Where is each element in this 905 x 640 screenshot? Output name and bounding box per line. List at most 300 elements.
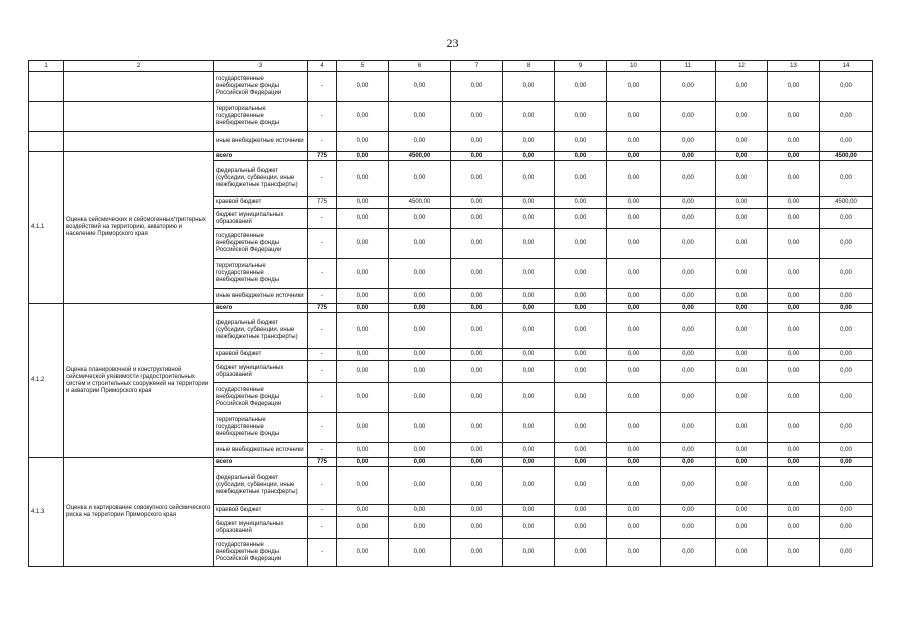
- amount-cell: 0,00: [661, 505, 716, 517]
- column-header: 13: [768, 61, 820, 72]
- column-header: 5: [337, 61, 389, 72]
- column-header: 1: [29, 61, 64, 72]
- amount-cell: 0,00: [503, 304, 555, 313]
- amount-cell: 0,00: [607, 289, 661, 304]
- amount-cell: 0,00: [451, 72, 503, 102]
- funding-source: федеральный бюджет (субсидии, субвенции, иные межбюджетные трансферты): [214, 313, 308, 349]
- amount-cell: 0,00: [451, 505, 503, 517]
- amount-cell: 0,00: [337, 313, 389, 349]
- amount-cell: 0,00: [389, 102, 451, 132]
- amount-cell: 0,00: [716, 259, 768, 289]
- funding-source: иные внебюджетные источники: [214, 443, 308, 458]
- amount-cell: 0,00: [451, 197, 503, 209]
- budget-code-cell: -: [308, 132, 337, 152]
- amount-cell: 0,00: [555, 209, 607, 229]
- page-number: 23: [446, 36, 459, 50]
- amount-cell: 0,00: [768, 289, 820, 304]
- funding-source: государственные внебюджетные фонды Российской Федерации: [214, 72, 308, 102]
- amount-cell: 0,00: [716, 413, 768, 443]
- amount-cell: 0,00: [607, 505, 661, 517]
- amount-cell: 0,00: [451, 209, 503, 229]
- amount-cell: 0,00: [451, 152, 503, 161]
- amount-cell: 0,00: [768, 505, 820, 517]
- budget-code-cell: -: [308, 161, 337, 197]
- amount-cell: 0,00: [716, 467, 768, 505]
- amount-cell: 0,00: [451, 102, 503, 132]
- amount-cell: 0,00: [607, 152, 661, 161]
- amount-cell: 0,00: [768, 197, 820, 209]
- funding-source: иные внебюджетные источники: [214, 289, 308, 304]
- amount-cell: 0,00: [607, 361, 661, 383]
- amount-cell: 0,00: [716, 229, 768, 259]
- amount-cell: 0,00: [716, 209, 768, 229]
- amount-cell: 0,00: [607, 458, 661, 467]
- amount-cell: 0,00: [768, 132, 820, 152]
- amount-cell: 0,00: [768, 259, 820, 289]
- amount-cell: 0,00: [389, 458, 451, 467]
- table-body: [29, 72, 873, 567]
- amount-cell: 0,00: [389, 132, 451, 152]
- amount-cell: 0,00: [768, 313, 820, 349]
- amount-cell: 0,00: [820, 443, 873, 458]
- row-code: [29, 102, 64, 132]
- amount-cell: 0,00: [607, 132, 661, 152]
- amount-cell: 0,00: [555, 313, 607, 349]
- amount-cell: 0,00: [451, 539, 503, 567]
- amount-cell: 0,00: [661, 304, 716, 313]
- budget-code-cell: -: [308, 209, 337, 229]
- row-name: Оценка и картирование совокупного сейсмического риска на территории Приморского края: [64, 458, 214, 567]
- table-row: [29, 102, 873, 132]
- amount-cell: 0,00: [661, 289, 716, 304]
- amount-cell: 0,00: [768, 539, 820, 567]
- amount-cell: 0,00: [503, 443, 555, 458]
- amount-cell: 0,00: [337, 259, 389, 289]
- column-header: 14: [820, 61, 873, 72]
- amount-cell: 0,00: [555, 152, 607, 161]
- amount-cell: 0,00: [661, 161, 716, 197]
- funding-source: бюджет муниципальных образований: [214, 209, 308, 229]
- amount-cell: 0,00: [768, 229, 820, 259]
- amount-cell: 0,00: [768, 349, 820, 361]
- funding-source: краевой бюджет: [214, 349, 308, 361]
- amount-cell: 0,00: [451, 313, 503, 349]
- column-header: 12: [716, 61, 768, 72]
- amount-cell: 0,00: [337, 383, 389, 413]
- amount-cell: 0,00: [607, 197, 661, 209]
- amount-cell: 0,00: [503, 289, 555, 304]
- table-row: [29, 72, 873, 102]
- amount-cell: 0,00: [768, 152, 820, 161]
- amount-cell: 0,00: [503, 458, 555, 467]
- amount-cell: 0,00: [503, 197, 555, 209]
- amount-cell: 0,00: [337, 161, 389, 197]
- amount-cell: 0,00: [607, 413, 661, 443]
- funding-source: территориальные государственные внебюджетные фонды: [214, 259, 308, 289]
- budget-code-cell: 775: [308, 304, 337, 313]
- amount-cell: 0,00: [768, 383, 820, 413]
- amount-cell: 0,00: [716, 383, 768, 413]
- amount-cell: 0,00: [503, 383, 555, 413]
- amount-cell: 0,00: [337, 443, 389, 458]
- amount-cell: 0,00: [555, 505, 607, 517]
- funding-source: всего: [214, 458, 308, 467]
- table-row: [29, 304, 873, 313]
- amount-cell: 0,00: [716, 517, 768, 539]
- amount-cell: 0,00: [716, 304, 768, 313]
- amount-cell: 0,00: [716, 72, 768, 102]
- amount-cell: 0,00: [661, 72, 716, 102]
- budget-code-cell: -: [308, 229, 337, 259]
- amount-cell: 0,00: [451, 161, 503, 197]
- amount-cell: 0,00: [820, 102, 873, 132]
- amount-cell: 0,00: [716, 361, 768, 383]
- row-code: [29, 132, 64, 152]
- funding-source: государственные внебюджетные фонды Российской Федерации: [214, 539, 308, 567]
- funding-source: бюджет муниципальных образований: [214, 361, 308, 383]
- amount-cell: 0,00: [503, 229, 555, 259]
- amount-cell: 0,00: [661, 361, 716, 383]
- amount-cell: 0,00: [768, 209, 820, 229]
- amount-cell: 4500,00: [389, 197, 451, 209]
- funding-source: федеральный бюджет (субсидии, субвенции, иные межбюджетные трансферты): [214, 467, 308, 505]
- amount-cell: 0,00: [389, 289, 451, 304]
- budget-table: [28, 60, 873, 567]
- amount-cell: 0,00: [389, 443, 451, 458]
- amount-cell: 0,00: [768, 517, 820, 539]
- amount-cell: 0,00: [503, 132, 555, 152]
- amount-cell: 0,00: [555, 132, 607, 152]
- amount-cell: 0,00: [503, 152, 555, 161]
- amount-cell: 0,00: [820, 72, 873, 102]
- amount-cell: 0,00: [820, 289, 873, 304]
- amount-cell: 0,00: [607, 259, 661, 289]
- column-header: 11: [661, 61, 716, 72]
- amount-cell: 0,00: [716, 505, 768, 517]
- amount-cell: 0,00: [555, 72, 607, 102]
- funding-source: государственные внебюджетные фонды Российской Федерации: [214, 229, 308, 259]
- amount-cell: 0,00: [716, 289, 768, 304]
- amount-cell: 0,00: [716, 443, 768, 458]
- amount-cell: 0,00: [451, 443, 503, 458]
- amount-cell: 0,00: [451, 289, 503, 304]
- amount-cell: 0,00: [451, 349, 503, 361]
- amount-cell: 0,00: [716, 161, 768, 197]
- amount-cell: 4500,00: [389, 152, 451, 161]
- amount-cell: 0,00: [337, 229, 389, 259]
- budget-code-cell: -: [308, 383, 337, 413]
- amount-cell: 0,00: [768, 361, 820, 383]
- budget-code-cell: -: [308, 443, 337, 458]
- amount-cell: 0,00: [389, 383, 451, 413]
- amount-cell: 0,00: [716, 102, 768, 132]
- amount-cell: 0,00: [389, 259, 451, 289]
- amount-cell: 4500,00: [820, 197, 873, 209]
- amount-cell: 0,00: [820, 304, 873, 313]
- amount-cell: 0,00: [768, 413, 820, 443]
- amount-cell: 0,00: [555, 259, 607, 289]
- amount-cell: 0,00: [555, 349, 607, 361]
- amount-cell: 0,00: [503, 72, 555, 102]
- amount-cell: 0,00: [337, 72, 389, 102]
- amount-cell: 0,00: [607, 72, 661, 102]
- amount-cell: 0,00: [661, 209, 716, 229]
- row-name: [64, 132, 214, 152]
- amount-cell: 0,00: [503, 467, 555, 505]
- amount-cell: 0,00: [503, 161, 555, 197]
- amount-cell: 0,00: [607, 383, 661, 413]
- row-name: [64, 102, 214, 132]
- amount-cell: 0,00: [661, 349, 716, 361]
- budget-code-cell: -: [308, 102, 337, 132]
- budget-code-cell: -: [308, 413, 337, 443]
- amount-cell: 0,00: [337, 132, 389, 152]
- amount-cell: 0,00: [820, 259, 873, 289]
- amount-cell: 0,00: [451, 361, 503, 383]
- amount-cell: 0,00: [503, 413, 555, 443]
- amount-cell: 4500,00: [820, 152, 873, 161]
- row-name: Оценка сейсмических и сейсмогенных/триггерных воздействий на территорию, акваторию и население Приморского края: [64, 152, 214, 304]
- amount-cell: 0,00: [337, 458, 389, 467]
- amount-cell: 0,00: [451, 229, 503, 259]
- amount-cell: 0,00: [820, 458, 873, 467]
- row-code: 4.1.1: [29, 152, 64, 304]
- row-code: 4.1.2: [29, 304, 64, 458]
- amount-cell: 0,00: [607, 517, 661, 539]
- amount-cell: 0,00: [389, 505, 451, 517]
- amount-cell: 0,00: [820, 413, 873, 443]
- amount-cell: 0,00: [503, 313, 555, 349]
- funding-source: краевой бюджет: [214, 505, 308, 517]
- amount-cell: 0,00: [503, 539, 555, 567]
- amount-cell: 0,00: [451, 413, 503, 443]
- amount-cell: 0,00: [337, 197, 389, 209]
- amount-cell: 0,00: [337, 539, 389, 567]
- amount-cell: 0,00: [716, 458, 768, 467]
- row-name: [64, 72, 214, 102]
- amount-cell: 0,00: [337, 517, 389, 539]
- amount-cell: 0,00: [555, 197, 607, 209]
- amount-cell: 0,00: [716, 349, 768, 361]
- budget-code-cell: -: [308, 289, 337, 304]
- amount-cell: 0,00: [337, 361, 389, 383]
- amount-cell: 0,00: [389, 517, 451, 539]
- amount-cell: 0,00: [503, 349, 555, 361]
- amount-cell: 0,00: [661, 259, 716, 289]
- amount-cell: 0,00: [820, 313, 873, 349]
- amount-cell: 0,00: [389, 209, 451, 229]
- amount-cell: 0,00: [768, 161, 820, 197]
- amount-cell: 0,00: [716, 152, 768, 161]
- amount-cell: 0,00: [661, 132, 716, 152]
- amount-cell: 0,00: [503, 517, 555, 539]
- amount-cell: 0,00: [337, 304, 389, 313]
- amount-cell: 0,00: [555, 289, 607, 304]
- amount-cell: 0,00: [661, 443, 716, 458]
- funding-source: краевой бюджет: [214, 197, 308, 209]
- amount-cell: 0,00: [451, 467, 503, 505]
- amount-cell: 0,00: [820, 229, 873, 259]
- amount-cell: 0,00: [820, 209, 873, 229]
- amount-cell: 0,00: [337, 102, 389, 132]
- amount-cell: 0,00: [389, 304, 451, 313]
- amount-cell: 0,00: [820, 349, 873, 361]
- funding-source: всего: [214, 152, 308, 161]
- amount-cell: 0,00: [389, 349, 451, 361]
- amount-cell: 0,00: [820, 539, 873, 567]
- budget-code-cell: -: [308, 505, 337, 517]
- amount-cell: 0,00: [555, 229, 607, 259]
- amount-cell: 0,00: [716, 539, 768, 567]
- amount-cell: 0,00: [661, 229, 716, 259]
- amount-cell: 0,00: [337, 349, 389, 361]
- table-row: [29, 458, 873, 467]
- amount-cell: 0,00: [716, 132, 768, 152]
- header-row: [29, 61, 873, 72]
- amount-cell: 0,00: [716, 197, 768, 209]
- budget-code-cell: -: [308, 259, 337, 289]
- table-row: [29, 132, 873, 152]
- column-header: 9: [555, 61, 607, 72]
- amount-cell: 0,00: [389, 413, 451, 443]
- amount-cell: 0,00: [820, 517, 873, 539]
- amount-cell: 0,00: [607, 229, 661, 259]
- amount-cell: 0,00: [503, 259, 555, 289]
- amount-cell: 0,00: [661, 383, 716, 413]
- budget-code-cell: -: [308, 467, 337, 505]
- amount-cell: 0,00: [607, 443, 661, 458]
- amount-cell: 0,00: [768, 102, 820, 132]
- budget-code-cell: -: [308, 349, 337, 361]
- amount-cell: 0,00: [451, 517, 503, 539]
- amount-cell: 0,00: [503, 102, 555, 132]
- amount-cell: 0,00: [451, 458, 503, 467]
- amount-cell: 0,00: [389, 229, 451, 259]
- amount-cell: 0,00: [607, 209, 661, 229]
- amount-cell: 0,00: [337, 467, 389, 505]
- amount-cell: 0,00: [661, 458, 716, 467]
- amount-cell: 0,00: [555, 517, 607, 539]
- column-header: 6: [389, 61, 451, 72]
- funding-source: всего: [214, 304, 308, 313]
- amount-cell: 0,00: [451, 259, 503, 289]
- amount-cell: 0,00: [555, 304, 607, 313]
- column-header: 8: [503, 61, 555, 72]
- amount-cell: 0,00: [768, 458, 820, 467]
- amount-cell: 0,00: [337, 505, 389, 517]
- amount-cell: 0,00: [555, 102, 607, 132]
- amount-cell: 0,00: [661, 517, 716, 539]
- amount-cell: 0,00: [661, 413, 716, 443]
- amount-cell: 0,00: [337, 152, 389, 161]
- budget-code-cell: 775: [308, 458, 337, 467]
- amount-cell: 0,00: [451, 132, 503, 152]
- column-header: 7: [451, 61, 503, 72]
- amount-cell: 0,00: [820, 505, 873, 517]
- amount-cell: 0,00: [389, 467, 451, 505]
- amount-cell: 0,00: [607, 102, 661, 132]
- amount-cell: 0,00: [503, 209, 555, 229]
- amount-cell: 0,00: [607, 349, 661, 361]
- table-row: [29, 152, 873, 161]
- budget-code-cell: 775: [308, 197, 337, 209]
- column-header: 2: [64, 61, 214, 72]
- budget-code-cell: -: [308, 517, 337, 539]
- amount-cell: 0,00: [820, 132, 873, 152]
- amount-cell: 0,00: [661, 313, 716, 349]
- amount-cell: 0,00: [607, 304, 661, 313]
- amount-cell: 0,00: [389, 72, 451, 102]
- amount-cell: 0,00: [661, 197, 716, 209]
- amount-cell: 0,00: [768, 304, 820, 313]
- amount-cell: 0,00: [820, 361, 873, 383]
- amount-cell: 0,00: [503, 361, 555, 383]
- amount-cell: 0,00: [337, 289, 389, 304]
- column-header: 3: [214, 61, 308, 72]
- amount-cell: 0,00: [661, 102, 716, 132]
- amount-cell: 0,00: [337, 209, 389, 229]
- amount-cell: 0,00: [661, 539, 716, 567]
- amount-cell: 0,00: [389, 539, 451, 567]
- amount-cell: 0,00: [607, 467, 661, 505]
- amount-cell: 0,00: [820, 161, 873, 197]
- amount-cell: 0,00: [768, 72, 820, 102]
- row-code: [29, 72, 64, 102]
- amount-cell: 0,00: [451, 304, 503, 313]
- amount-cell: 0,00: [389, 161, 451, 197]
- funding-source: территориальные государственные внебюджетные фонды: [214, 413, 308, 443]
- funding-source: бюджет муниципальных образований: [214, 517, 308, 539]
- row-code: 4.1.3: [29, 458, 64, 567]
- budget-code-cell: 775: [308, 152, 337, 161]
- amount-cell: 0,00: [555, 467, 607, 505]
- budget-code-cell: -: [308, 313, 337, 349]
- funding-source: государственные внебюджетные фонды Российской Федерации: [214, 383, 308, 413]
- amount-cell: 0,00: [389, 313, 451, 349]
- funding-source: территориальные государственные внебюджетные фонды: [214, 102, 308, 132]
- amount-cell: 0,00: [555, 413, 607, 443]
- amount-cell: 0,00: [555, 539, 607, 567]
- funding-source: федеральный бюджет (субсидии, субвенции, иные межбюджетные трансферты): [214, 161, 308, 197]
- column-header: 4: [308, 61, 337, 72]
- budget-code-cell: -: [308, 539, 337, 567]
- amount-cell: 0,00: [555, 161, 607, 197]
- amount-cell: 0,00: [768, 443, 820, 458]
- amount-cell: 0,00: [661, 152, 716, 161]
- amount-cell: 0,00: [607, 161, 661, 197]
- amount-cell: 0,00: [661, 467, 716, 505]
- amount-cell: 0,00: [389, 361, 451, 383]
- amount-cell: 0,00: [768, 467, 820, 505]
- amount-cell: 0,00: [555, 458, 607, 467]
- amount-cell: 0,00: [503, 505, 555, 517]
- amount-cell: 0,00: [451, 383, 503, 413]
- amount-cell: 0,00: [607, 539, 661, 567]
- amount-cell: 0,00: [820, 383, 873, 413]
- amount-cell: 0,00: [555, 443, 607, 458]
- amount-cell: 0,00: [607, 313, 661, 349]
- amount-cell: 0,00: [555, 383, 607, 413]
- funding-source: иные внебюджетные источники: [214, 132, 308, 152]
- row-name: Оценка планировочной и конструктивной сейсмической уязвимости градостроительных систем и строительных сооружений на территории и акватории Приморского края: [64, 304, 214, 458]
- budget-code-cell: -: [308, 361, 337, 383]
- amount-cell: 0,00: [716, 313, 768, 349]
- amount-cell: 0,00: [555, 361, 607, 383]
- amount-cell: 0,00: [337, 413, 389, 443]
- column-header: 10: [607, 61, 661, 72]
- amount-cell: 0,00: [820, 467, 873, 505]
- budget-code-cell: -: [308, 72, 337, 102]
